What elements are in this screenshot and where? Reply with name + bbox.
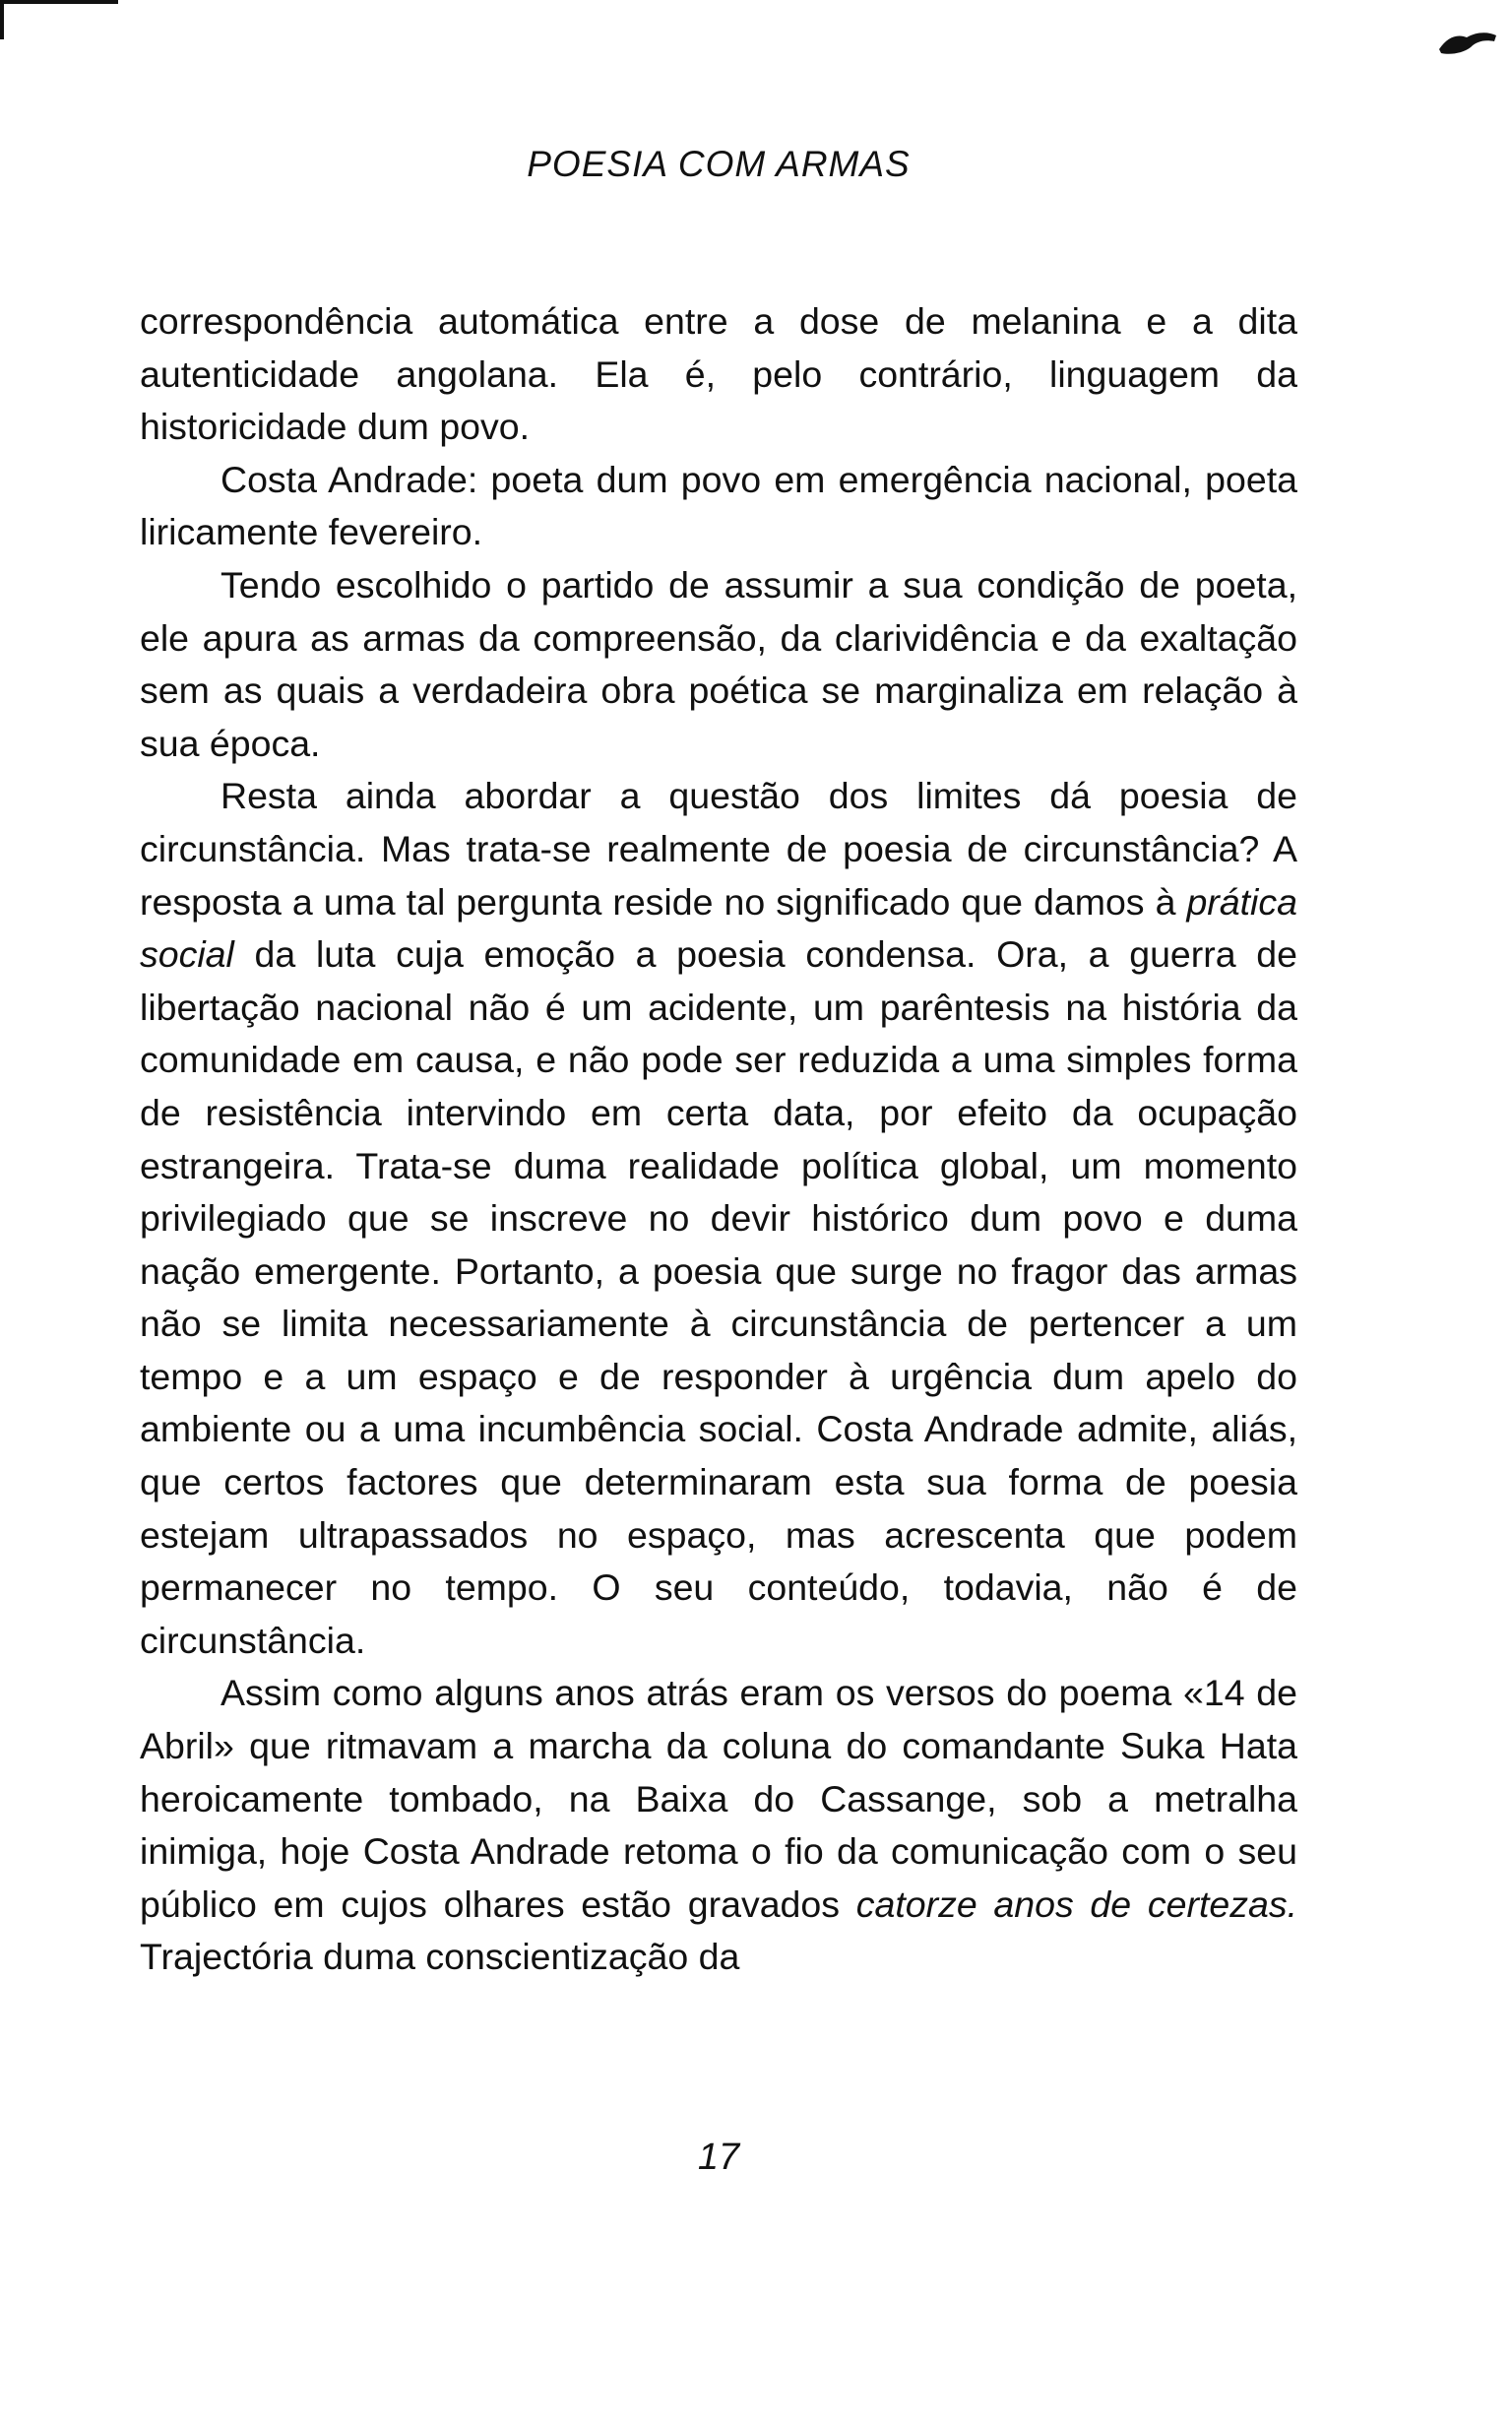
page-number: 17 <box>697 2137 740 2178</box>
paragraph <box>140 295 1297 454</box>
paragraph <box>140 770 1297 1667</box>
paragraph-text: correspondência automática entre a dose de melanina e a dita autenticidade angolana. Ela é, pelo contrário, linguagem da historicidade dum povo. <box>140 300 1297 448</box>
scan-border-mark <box>0 0 118 4</box>
paragraph-text: Trajectória duma conscientização da <box>140 1936 740 1978</box>
running-head: POESIA COM ARMAS <box>527 144 911 184</box>
paragraph-text: Tendo escolhido o partido de assumir a sua condição de poeta, ele apura as armas da compreensão, da clarividência e da exaltação sem as quais a verdadeira obra poética se marginaliza em relação à sua época. <box>140 563 1297 764</box>
body-text <box>140 295 1297 1984</box>
paragraph <box>140 559 1297 770</box>
paragraph-text: Resta ainda abordar a questão dos limites dá poesia de circunstância. Mas trata-se realmente de poesia de circunstância? A resposta a uma tal pergunta reside no significado que damos à <box>140 775 1297 923</box>
paragraph-text: Costa Andrade: poeta dum povo em emergência nacional, poeta liricamente fevereiro. <box>140 458 1297 553</box>
emphasis-text: prática social <box>140 880 1297 976</box>
paragraph <box>140 454 1297 559</box>
paragraph-text: da luta cuja emoção a poesia condensa. Ora, a guerra de libertação nacional não é um acidente, um parêntesis na história da comunidade em causa, e não pode ser reduzida a uma simples forma de resistência intervindo em certa data, por efeito da ocupação estrangeira. Trata-se duma realidade política global, um momento privilegiado que se inscreve no devir histórico dum povo e duma nação emergente. Portanto, a poesia que surge no fragor das armas não se limita necessariamente à circunstância de pertencer a um tempo e a um espaço e de responder à urgência dum apelo do ambiente ou a uma incumbência social. Costa Andrade admite, aliás, que certos factores que determinaram esta sua forma de poesia estejam ultrapassados no espaço, mas acrescenta que podem permanecer no tempo. O seu conteúdo, todavia, não é de circunstância. <box>140 933 1297 1661</box>
scan-border-mark-vertical <box>0 0 4 39</box>
scan-smudge-icon <box>1437 28 1498 57</box>
paragraph <box>140 1667 1297 1984</box>
paragraph-text: Assim como alguns anos atrás eram os versos do poema «14 de Abril» que ritmavam a marcha da coluna do comandante Suka Hata heroicamente tombado, na Baixa do Cassange, sob a metralha inimiga, hoje Costa Andrade retoma o fio da comunicação com o seu público em cujos olhares estão gravados <box>140 1672 1297 1925</box>
emphasis-text: catorze anos de certezas. <box>855 1883 1297 1925</box>
